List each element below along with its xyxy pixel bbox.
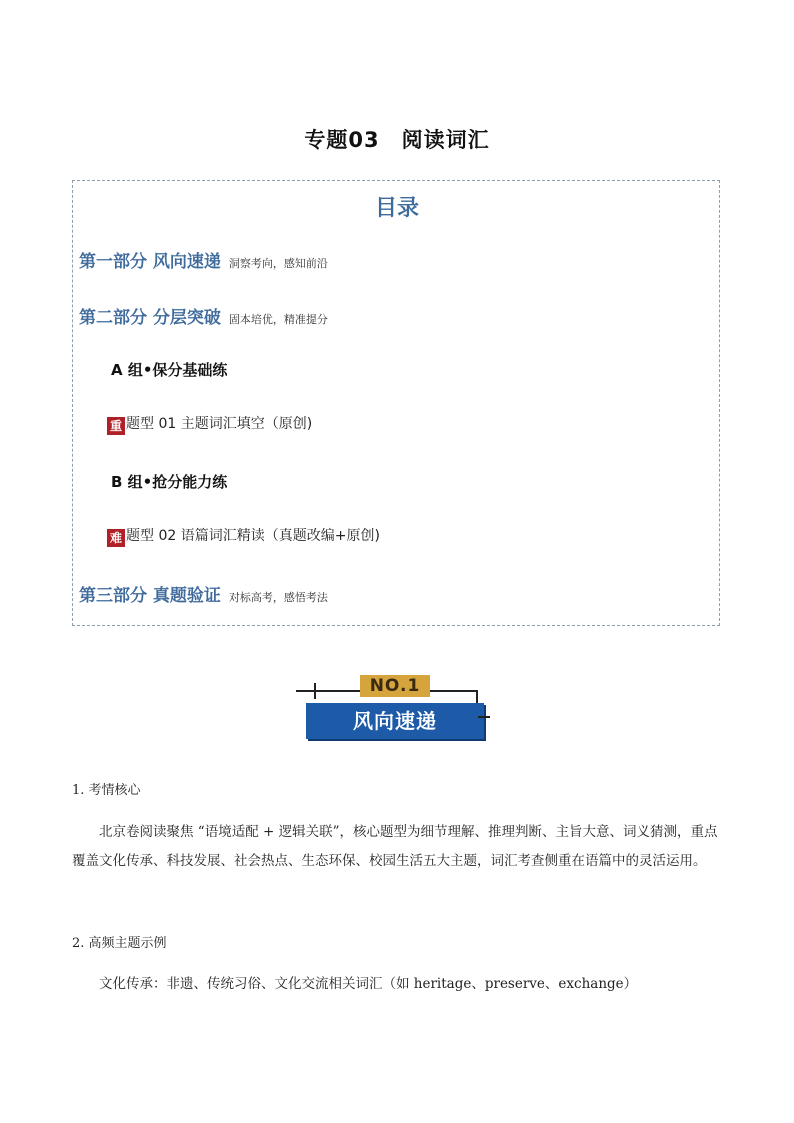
banner-line-right xyxy=(476,690,478,704)
section-2-paragraph: 文化传承：非遗、传统习俗、文化交流相关词汇（如 heritage、preserve、exchange） xyxy=(99,976,638,992)
section-1-paragraph: 北京卷阅读聚焦 “语境适配 + 逻辑关联”，核心题型为细节理解、推理判断、主旨大意、词义猜测，重点覆盖文化传承、科技发展、社会热点、生态环保、校园生活五大主题，词汇考查侧重在语篇中的灵活运用。 xyxy=(72,824,718,869)
toc-part-desc: 对标高考，感悟考法 xyxy=(228,591,328,604)
banner-number: NO.1 xyxy=(360,675,430,697)
toc-qtype-label: 题型 01 主题词汇填空（原创) xyxy=(126,416,313,432)
banner-line-right-stub xyxy=(478,716,490,718)
toc-part-1[interactable] xyxy=(79,247,328,272)
toc-part-desc: 固本培优，精准提分 xyxy=(228,313,328,326)
toc-part-name: 第三部分 真题验证 xyxy=(79,586,221,606)
toc-qtype-2[interactable] xyxy=(107,525,380,547)
toc-part-3[interactable] xyxy=(79,581,328,606)
document-title xyxy=(0,124,794,154)
toc-part-desc: 洞察考向，感知前沿 xyxy=(228,257,328,270)
toc-group-b[interactable]: B 组•抢分能力练 xyxy=(111,473,228,491)
toc-part-name: 第一部分 风向速递 xyxy=(79,252,221,272)
title-main: 专题03 xyxy=(304,128,380,152)
section-2-heading: 2. 高频主题示例 xyxy=(72,936,167,951)
title-sub: 阅读词汇 xyxy=(401,128,490,152)
banner-tick xyxy=(314,683,316,699)
toc-group-a[interactable]: A 组•保分基础练 xyxy=(111,361,228,379)
table-of-contents xyxy=(72,180,720,626)
toc-heading: 目录 xyxy=(374,196,419,221)
toc-qtype-label: 题型 02 语篇词汇精读（真题改编+原创) xyxy=(126,528,380,544)
toc-part-2[interactable] xyxy=(79,303,328,328)
section-banner xyxy=(296,673,496,743)
banner-section-name: 风向速递 xyxy=(306,703,484,739)
toc-qtype-1[interactable] xyxy=(107,413,312,435)
hard-badge-icon: 难 xyxy=(107,529,125,547)
key-badge-icon: 重 xyxy=(107,417,125,435)
toc-part-name: 第二部分 分层突破 xyxy=(79,308,221,328)
section-1-heading: 1. 考情核心 xyxy=(72,783,141,798)
